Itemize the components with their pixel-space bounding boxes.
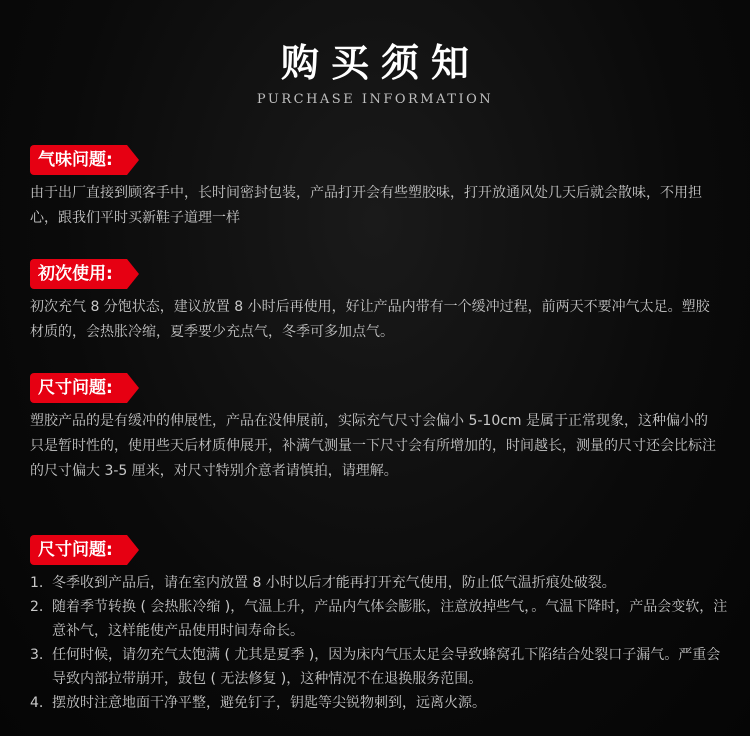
page-subtitle: PURCHASE INFORMATION [256,92,494,107]
item-number: 1. [30,575,44,591]
item-number: 3. [30,647,44,663]
list-item [30,691,730,715]
section-size [30,373,730,484]
page-title: 购买须知 [280,41,481,85]
section-size-notes [30,535,730,715]
page-header [0,40,750,107]
item-number: 4. [30,695,44,711]
list-item [30,571,730,595]
item-text: 冬季收到产品后，请在室内放置 8 小时以后才能再打开充气使用，防止低气温折痕处破裂。 [52,575,616,591]
item-text: 摆放时注意地面干净平整，避免钉子，钥匙等尖锐物刺到，远离火源。 [52,695,486,711]
item-number: 2. [30,599,44,615]
section-label: 初次使用: [30,259,127,289]
section-label: 气味问题: [30,145,127,175]
notes-list [30,571,730,715]
list-item [30,643,730,691]
list-item [30,595,730,643]
section-text: 由于出厂直接到顾客手中，长时间密封包装，产品打开会有些塑胶味，打开放通风处几天后就会散味，不用担心，跟我们平时买新鞋子道理一样 [30,185,702,226]
section-text: 初次充气 8 分饱状态，建议放置 8 小时后再使用，好让产品内带有一个缓冲过程，前两天不要冲气太足。塑胶材质的，会热胀冷缩，夏季要少充点气，冬季可多加点气。 [30,299,710,340]
section-first-use [30,259,730,345]
section-smell [30,145,730,231]
item-text: 任何时候，请勿充气太饱满 ( 尤其是夏季 )，因为床内气压太足会导致蜂窝孔下陷结合处裂口子漏气。严重会导致内部拉带崩开，鼓包 ( 无法修复 )，这种情况不在退换服务范围。 [52,647,721,687]
section-label: 尺寸问题: [30,535,127,565]
section-text: 塑胶产品的是有缓冲的伸展性，产品在没伸展前，实际充气尺寸会偏小 5-10cm 是属于正常现象，这种偏小的只是暂时性的，使用些天后材质伸展开，补满气测量一下尺寸会有所增加的，时间越长，测量的尺寸还会比标注的尺寸偏大 3-5 厘米，对尺寸特别介意者请慎拍，请理解。 [30,413,716,479]
item-text: 随着季节转换 ( 会热胀冷缩 )，气温上升，产品内气体会膨胀，注意放掉些气，。气温下降时，产品会变软，注意补气，这样能使产品使用时间寿命长。 [52,599,728,639]
section-label: 尺寸问题: [30,373,127,403]
